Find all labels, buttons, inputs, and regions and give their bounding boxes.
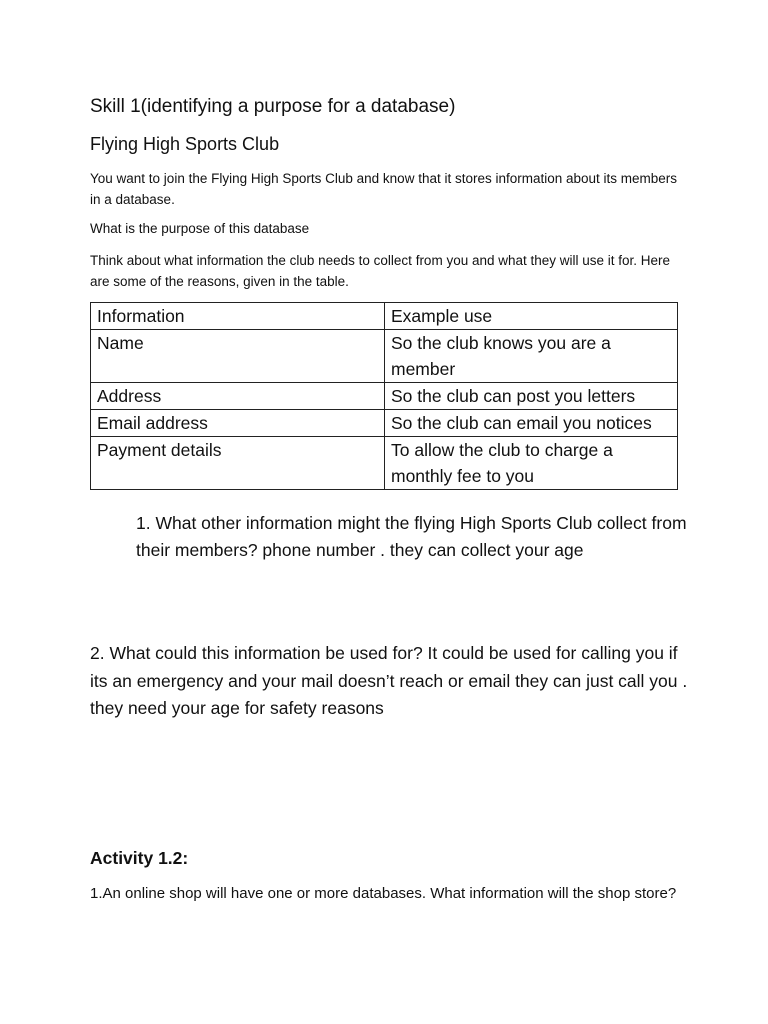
table-header-cell: Example use — [385, 303, 678, 330]
activity-question-1: 1.An online shop will have one or more databases. What information will the shop store? — [90, 885, 677, 902]
table-cell: Email address — [91, 410, 385, 437]
table-header-row — [91, 303, 678, 330]
table-cell: Name — [91, 330, 385, 383]
purpose-question: What is the purpose of this database — [90, 221, 310, 236]
document-title: Skill 1(identifying a purpose for a database) — [90, 96, 456, 117]
think-paragraph: Think about what information the club needs to collect from you and what they will use it for. Here are some of the reasons, given in the table. — [90, 253, 671, 289]
document-subtitle: Flying High Sports Club — [90, 134, 280, 154]
table-row — [91, 410, 678, 437]
table-cell: To allow the club to charge a monthly fee to you — [385, 437, 678, 490]
table-cell: So the club can email you notices — [385, 410, 678, 437]
information-table — [90, 302, 678, 490]
question-1-answer: 1. What other information might the flying High Sports Club collect from their members? phone number . they can collect your age — [136, 513, 687, 560]
table-row — [91, 330, 678, 383]
table-row — [91, 383, 678, 410]
table-row — [91, 437, 678, 490]
question-2-answer: 2. What could this information be used for? It could be used for calling you if its an emergency and your mail doesn’t reach or email they can just call you . they need your age for safety reasons — [90, 643, 688, 718]
activity-heading: Activity 1.2: — [90, 848, 189, 868]
table-cell: So the club knows you are a member — [385, 330, 678, 383]
table-cell: Payment details — [91, 437, 385, 490]
intro-paragraph: You want to join the Flying High Sports Club and know that it stores information about its members in a database. — [90, 171, 678, 207]
table-cell: Address — [91, 383, 385, 410]
table-cell: So the club can post you letters — [385, 383, 678, 410]
table-header-cell: Information — [91, 303, 385, 330]
